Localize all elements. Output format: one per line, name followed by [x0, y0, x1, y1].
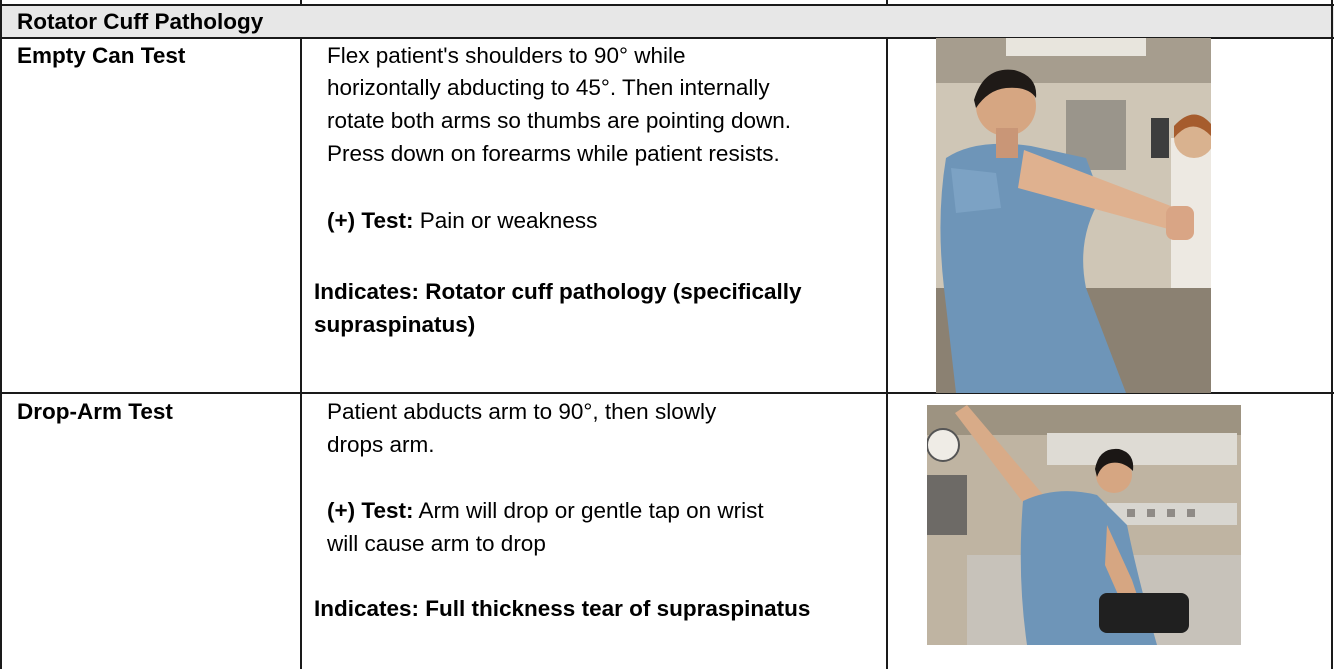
indicates-line: Indicates: Full thickness tear of supraspinatus: [314, 596, 811, 621]
table-border: [0, 0, 2, 669]
positive-test-text-continued: will cause arm to drop: [327, 531, 546, 556]
table-border: [1331, 0, 1333, 669]
test-description-line: Patient abducts arm to 90°, then slowly: [327, 399, 717, 424]
positive-test-line: [327, 205, 597, 238]
positive-test-label: (+) Test:: [327, 498, 414, 523]
exam-photo-graphic: [936, 38, 1211, 393]
test-name: Drop-Arm Test: [17, 399, 173, 424]
test-description-line: Press down on forearms while patient resists.: [327, 141, 780, 166]
photo-drop-arm-test: [927, 405, 1241, 645]
indicates-line: Indicates: Rotator cuff pathology (specifically: [314, 279, 802, 304]
photo-empty-can-test: [936, 38, 1211, 393]
positive-test-line: [327, 495, 764, 528]
column-divider: [886, 0, 888, 5]
column-divider: [300, 0, 302, 5]
column-divider: [300, 38, 302, 669]
positive-test-label: (+) Test:: [327, 208, 414, 233]
test-description-line: drops arm.: [327, 432, 435, 457]
positive-test-text: Arm will drop or gentle tap on wrist: [418, 498, 764, 523]
indicates-line: supraspinatus): [314, 312, 476, 337]
column-divider: [886, 38, 888, 669]
test-description-line: rotate both arms so thumbs are pointing down.: [327, 108, 792, 133]
section-title: Rotator Cuff Pathology: [17, 9, 264, 34]
exam-photo-graphic: [927, 405, 1241, 645]
test-description-line: Flex patient's shoulders to 90° while: [327, 43, 686, 68]
positive-test-text: Pain or weakness: [419, 208, 598, 233]
test-name: Empty Can Test: [17, 43, 186, 68]
test-description-line: horizontally abducting to 45°. Then internally: [327, 75, 770, 100]
